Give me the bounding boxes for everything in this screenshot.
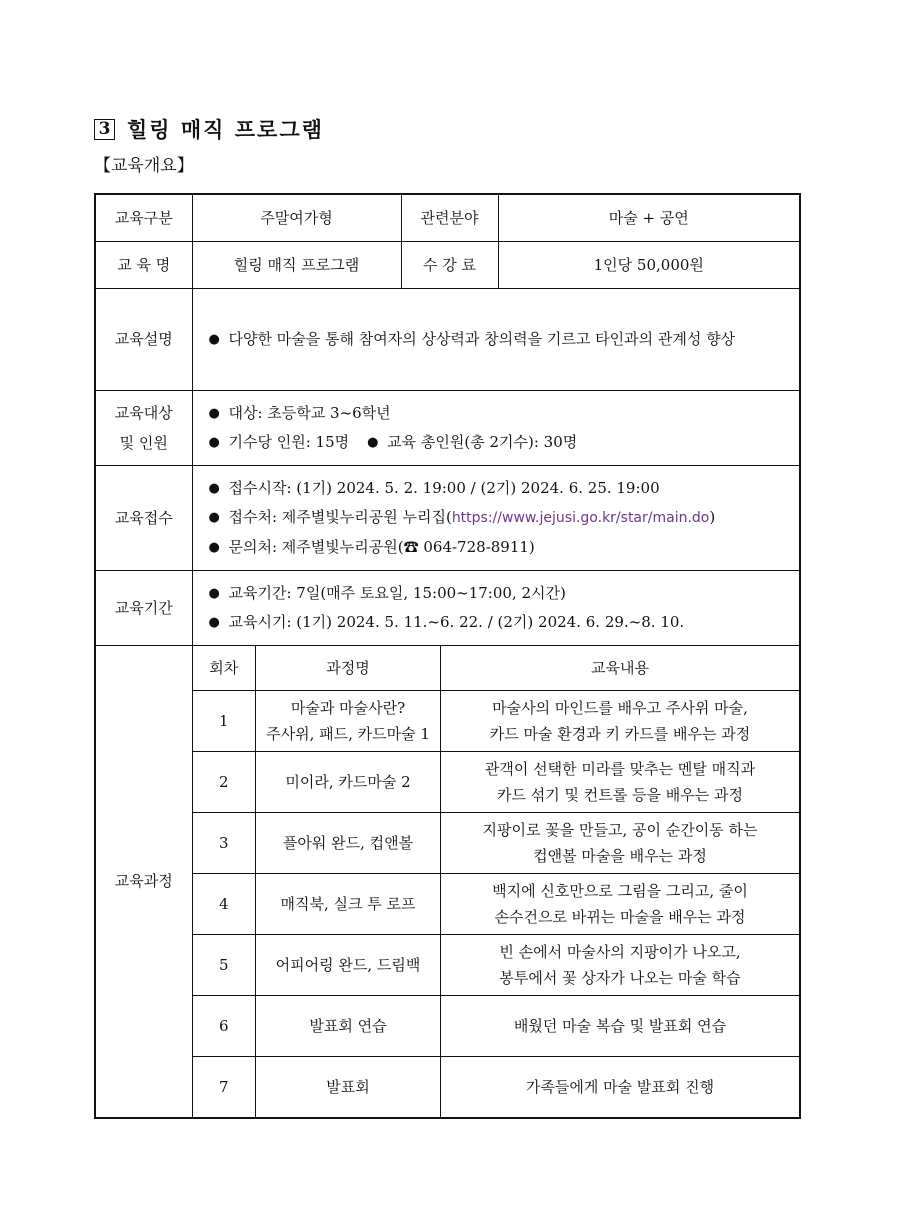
field-label: 관련분야 xyxy=(401,194,498,241)
bullet-icon: ● xyxy=(208,405,220,421)
table-row: 5 어피어링 완드, 드림백 빈 손에서 마술사의 지팡이가 나오고, 봉투에서 꽃 상자가 나오는 마술 학습 xyxy=(193,935,800,996)
phone-icon: ☎ xyxy=(403,537,419,556)
bullet-icon: ● xyxy=(208,585,220,601)
row-registration xyxy=(95,465,800,570)
bullet-icon: ● xyxy=(208,480,220,496)
field-value: 마술 + 공연 xyxy=(498,194,800,241)
header-content: 교육내용 xyxy=(441,646,800,691)
bullet-icon: ● xyxy=(208,614,220,630)
table-row: 7 발표회 가족들에게 마술 발표회 진행 xyxy=(193,1057,800,1117)
name-label: 교 육 명 xyxy=(95,241,192,288)
description-cell xyxy=(192,288,800,390)
table-row: 4 매직북, 실크 투 로프 백지에 신호만으로 그림을 그리고, 줄이 손수건으로 바뀌는 마술을 배우는 과정 xyxy=(193,874,800,935)
row-period xyxy=(95,570,800,645)
bullet-icon: ● xyxy=(208,434,220,450)
overview-subheading: 【교육개요】 xyxy=(94,156,194,176)
list-item: ● 다양한 마술을 통해 참여자의 상상력과 창의력을 기르고 타인과의 관계성 향상 xyxy=(209,325,790,354)
bullet-icon: ● xyxy=(367,434,379,450)
list-item: ● 교육기간: 7일(매주 토요일, 15:00~17:00, 2시간) xyxy=(209,579,790,608)
curriculum-cell xyxy=(192,645,800,1118)
list-item: ● 기수당 인원: 15명 ● 교육 총인원(총 2기수): 30명 xyxy=(209,428,790,457)
period-label: 교육기간 xyxy=(95,570,192,645)
list-item: ● 접수시작: (1기) 2024. 5. 2. 19:00 / (2기) 2024. 6. 25. 19:00 xyxy=(209,474,790,503)
bullet-icon: ● xyxy=(208,509,220,525)
description-label: 교육설명 xyxy=(95,288,192,390)
list-item: ● 교육시기: (1기) 2024. 5. 11.~6. 22. / (2기) 2024. 6. 29.~8. 10. xyxy=(209,608,790,637)
program-table xyxy=(94,193,801,1119)
bullet-icon: ● xyxy=(208,331,220,347)
section-number: 3 xyxy=(94,119,115,140)
curriculum-label: 교육과정 xyxy=(95,645,192,1118)
registration-link[interactable]: https://www.jejusi.go.kr/star/main.do xyxy=(451,509,710,526)
row-category xyxy=(95,194,800,241)
table-row: 1 마술과 마술사란? 주사위, 패드, 카드마술 1 마술사의 마인드를 배우고 주사위 마술, 카드 마술 환경과 키 카드를 배우는 과정 xyxy=(193,691,800,752)
curriculum-header-row xyxy=(193,646,800,691)
list-item: ● 접수처: 제주별빛누리공원 누리집(https://www.jejusi.go.kr/star/main.do) xyxy=(209,503,790,533)
registration-cell xyxy=(192,465,800,570)
list-item: ● 문의처: 제주별빛누리공원(☎ 064-728-8911) xyxy=(209,533,790,562)
header-session: 회차 xyxy=(209,658,239,677)
registration-label: 교육접수 xyxy=(95,465,192,570)
category-value: 주말여가형 xyxy=(192,194,401,241)
table-row: 6 발표회 연습 배웠던 마술 복습 및 발표회 연습 xyxy=(193,996,800,1057)
row-target xyxy=(95,390,800,465)
row-description xyxy=(95,288,800,390)
name-value: 힐링 매직 프로그램 xyxy=(192,241,401,288)
table-row: 3 플아워 완드, 컵앤볼 지팡이로 꽃을 만들고, 공이 순간이동 하는 컵앤볼 마술을 배우는 과정 xyxy=(193,813,800,874)
table-row: 2 미이라, 카드마술 2 관객이 선택한 미라를 맞추는 멘탈 매직과 카드 섞기 및 컨트롤 등을 배우는 과정 xyxy=(193,752,800,813)
header-course: 과정명 xyxy=(256,646,441,691)
target-label: 교육대상 및 인원 xyxy=(95,390,192,465)
category-label: 교육구분 xyxy=(95,194,192,241)
row-curriculum xyxy=(95,645,800,1118)
section-heading xyxy=(94,114,324,144)
row-name xyxy=(95,241,800,288)
fee-value: 1인당 50,000원 xyxy=(498,241,800,288)
target-cell xyxy=(192,390,800,465)
fee-label: 수 강 료 xyxy=(401,241,498,288)
list-item: ● 대상: 초등학교 3~6학년 xyxy=(209,399,790,428)
bullet-icon: ● xyxy=(208,539,220,555)
curriculum-table xyxy=(193,646,800,1117)
section-title: 힐링 매직 프로그램 xyxy=(127,117,324,142)
period-cell xyxy=(192,570,800,645)
